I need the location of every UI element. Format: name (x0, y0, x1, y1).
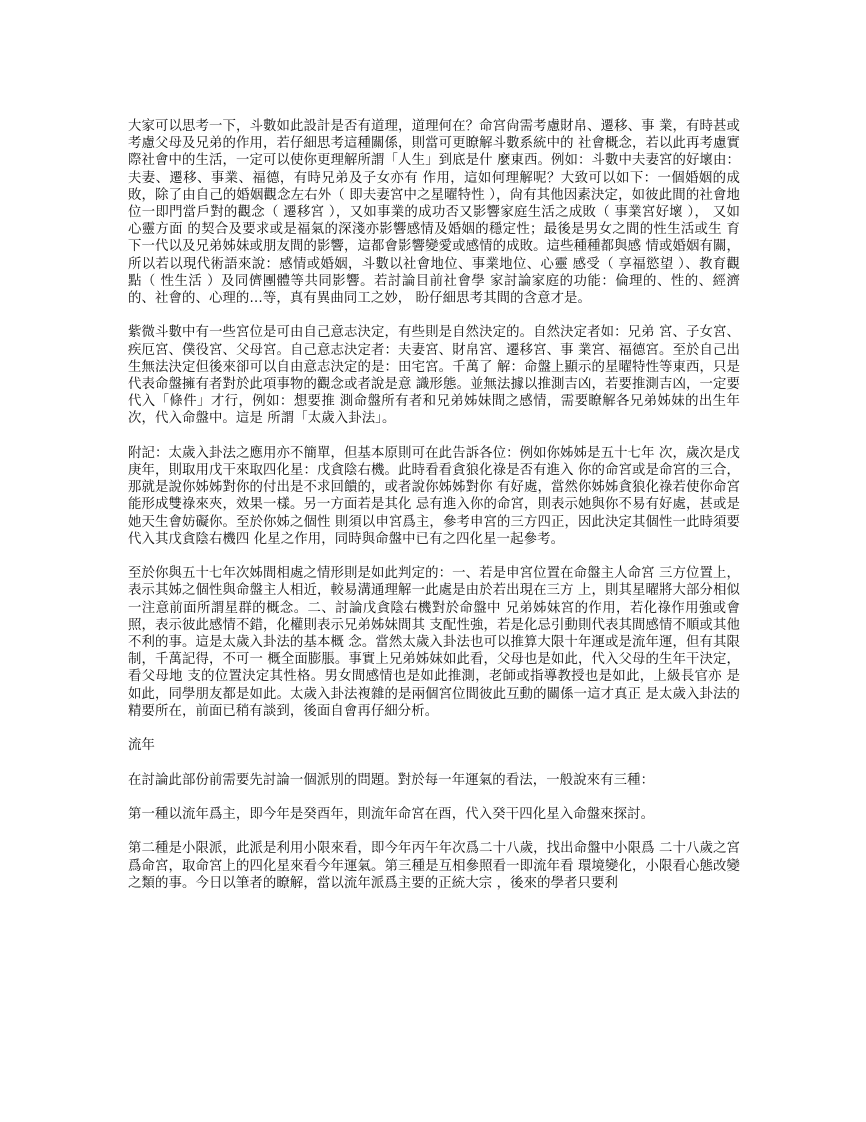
paragraph-appendix-tai-sui-method: 附記：太歲入卦法之應用亦不簡單，但基本原則可在此告訴各位：例如你姊姊是五十七年 次，歲次是戊庚年，則取用戊干來取四化星：戊貪陰右機。此時看看貪狼化祿是否有進入 你的命宮或是命宮的三合，那就是說你姊姊對你的付出是不求回饋的，或者說你姊姊對你 有好處，當然你姊姊貪狼化祿若使你命宮能形成雙祿來夾，效果一樣。另一方面若是其化 忌有進入你的命宮，則表示她與你不易有好處，甚或是她天生會妨礙你。至於你姊之個性 則須以申宮爲主，參考申宮的三方四正，因此決定其個性一此時須要代入其戊貪陰右機四 化星之作用，同時與命盤中已有之四化星一起參考。 (128, 445, 740, 547)
paragraph-ming-gong-social-concept: 大家可以思考一下，斗數如此設計是否有道理，道理何在？命宮尙需考慮財帛、遷移、事 業，有時甚或考慮父母及兄弟的作用，若仔細思考這種關係，則當可更瞭解斗數系統中的 社會概念，若以此再考慮實際社會中的生活，一定可以使你更理解所謂「人生」到底是什 麼東西。例如：斗數中夫妻宮的好壞由：夫妻、遷移、事業、福德，有時兄弟及子女亦有 作用，這如何理解呢？大致可以如下：一個婚姻的成敗，除了由自己的婚姻觀念左右外（ 即夫妻宮中之星曜特性 ），尙有其他因素決定，如彼此間的社會地位一即門當戶對的觀念（ 遷移宮 ），又如事業的成功否又影響家庭生活之成敗（ 事業宮好壞 ）， 又如心靈方面 的契合及要求或是福氣的深淺亦影響感情及婚姻的穩定性；最後是男女之間的性生活或生 育下一代以及兄弟姊妹或朋友間的影響，這都會影響變愛或感情的成敗。這些種種都與感 情或婚姻有關，所以若以現代術語來說：感情或婚姻，斗數以社會地位、事業地位、心靈 感受（ 享福慾望 ）、教育觀點（ 性生活 ）及同儕團體等共同影響。若討論目前社會學 家討論家庭的功能：倫理的、性的、經濟的、社會的、心理的…等，真有異曲同工之妙， 盼仔細思考其間的含意才是。 (128, 119, 740, 307)
paragraph-school-question: 在討論此部份前需要先討論一個派別的問題。對於每一年運氣的看法，一般說來有三種： (128, 772, 655, 788)
section-heading-liu-nian: 流年 (128, 738, 155, 754)
paragraph-second-third-method: 第二種是小限派，此派是利用小限來看，即今年丙午年次爲二十八歲，找出命盤中小限爲 二十八歲之宮爲命宮，取命宮上的四化星來看今年運氣。第三種是互相參照看一即流年看 環境變化，小限看心態改變之類的事。今日以筆者的瞭解，當以流年派爲主要的正統大宗 ，後來的學者只要利 (128, 841, 740, 891)
paragraph-palace-will-decision: 紫微斗數中有一些宮位是可由自己意志決定，有些則是自然決定的。自然決定者如：兄弟 宮、子女宮、疾厄宮、僕役宮、父母宮。自己意志決定者：夫妻宮、財帛宮、遷移宮、事 業宮、福德宮。至於自己出生無法決定但後來卻可以自由意志決定的是：田宅宮。千萬了 解：命盤上顯示的星曜特性等東西，只是代表命盤擁有者對於此項事物的觀念或者說是意 識形態。並無法據以推測吉凶，若要推測吉凶，一定要代入「條件」才行，例如：想要推 測命盤所有者和兄弟姊妹間之感情，需要瞭解各兄弟姊妹的出生年次，代入命盤中。這是 所謂「太歲入卦法」。 (128, 325, 740, 427)
paragraph-first-method: 第一種以流年爲主，即今年是癸酉年，則流年命宮在酉，代入癸干四化星入命盤來探討。 (128, 807, 655, 823)
paragraph-sibling-relationship: 至於你與五十七年次姊間相處之情形則是如此判定的：一、若是申宮位置在命盤主人命宮 三方位置上，表示其姊之個性與命盤主人相近，較易溝通理解一此處是由於若出現在三方 上，則其星曜將大部分相似一注意前面所謂星群的概念。二、討論戊貪陰右機對於命盤中 兄弟姊妹宮的作用，若化祿作用強或會照，表示彼此感情不錯，化權則表示兄弟姊妹間其 支配性強，若是化忌引動則代表其間感情不順或其他不利的事。這是太歲入卦法的基本概 念。當然太歲入卦法也可以推算大限十年運或是流年運，但有其限制，千萬記得，不可一 概全面膨脹。事實上兄弟姊妹如此看，父母也是如此，代入父母的生年干決定，看父母地 支的位置決定其性格。男女間感情也是如此推測，老師或指導教授也是如此，上級長官亦 是如此，同學朋友都是如此。太歲入卦法複雜的是兩個宮位間彼此互動的關係一這才真正 是太歲入卦法的精要所在，前面已稍有談到，後面自會再仔細分析。 (128, 566, 740, 719)
document-page (128, 118, 740, 909)
